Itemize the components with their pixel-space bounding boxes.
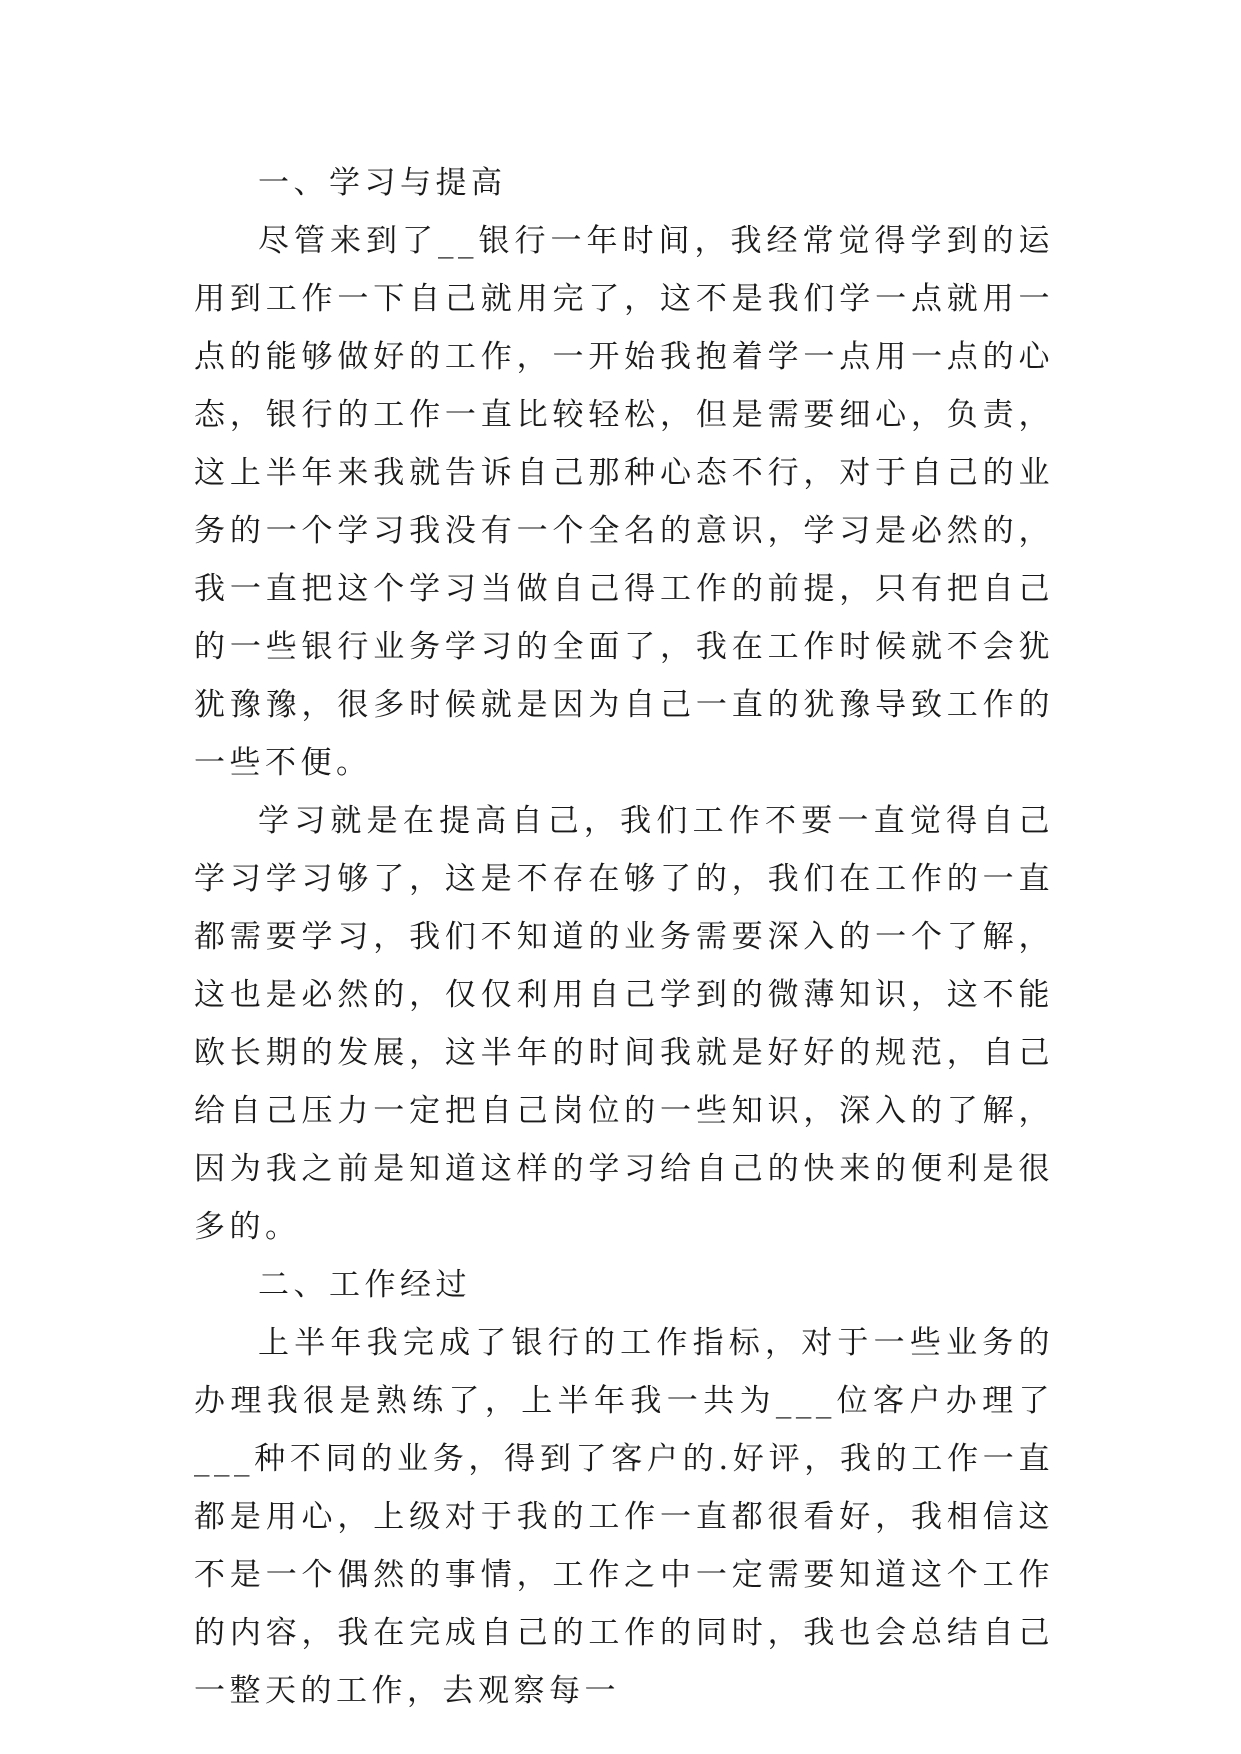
section-heading-work: 二、工作经过	[258, 1267, 471, 1303]
document-body	[194, 154, 1054, 1720]
paragraph-work-1: 上半年我完成了银行的工作指标，对于一些业务的办理我很是熟练了，上半年我一共为___位客户办理了___种不同的业务，得到了客户的.好评，我的工作一直都是用心，上级对于我的工作一直都很看好，我相信这不是一个偶然的事情，工作之中一定需要知道这个工作的内容，我在完成自己的工作的同时，我也会总结自己一整天的工作，去观察每一	[194, 1325, 1054, 1709]
paragraph-study-2: 学习就是在提高自己，我们工作不要一直觉得自己学习学习够了，这是不存在够了的，我们在工作的一直都需要学习，我们不知道的业务需要深入的一个了解，这也是必然的，仅仅利用自己学到的微薄知识，这不能欧长期的发展，这半年的时间我就是好好的规范，自己给自己压力一定把自己岗位的一些知识，深入的了解，因为我之前是知道这样的学习给自己的快来的便利是很多的。	[194, 803, 1054, 1245]
paragraph-study-1: 尽管来到了__银行一年时间，我经常觉得学到的运用到工作一下自己就用完了，这不是我们学一点就用一点的能够做好的工作，一开始我抱着学一点用一点的心态，银行的工作一直比较轻松，但是需要细心，负责，这上半年来我就告诉自己那种心态不行，对于自己的业务的一个学习我没有一个全名的意识，学习是必然的，我一直把这个学习当做自己得工作的前提，只有把自己的一些银行业务学习的全面了，我在工作时候就不会犹犹豫豫，很多时候就是因为自己一直的犹豫导致工作的一些不便。	[194, 223, 1054, 781]
section-heading-study: 一、学习与提高	[258, 165, 507, 201]
